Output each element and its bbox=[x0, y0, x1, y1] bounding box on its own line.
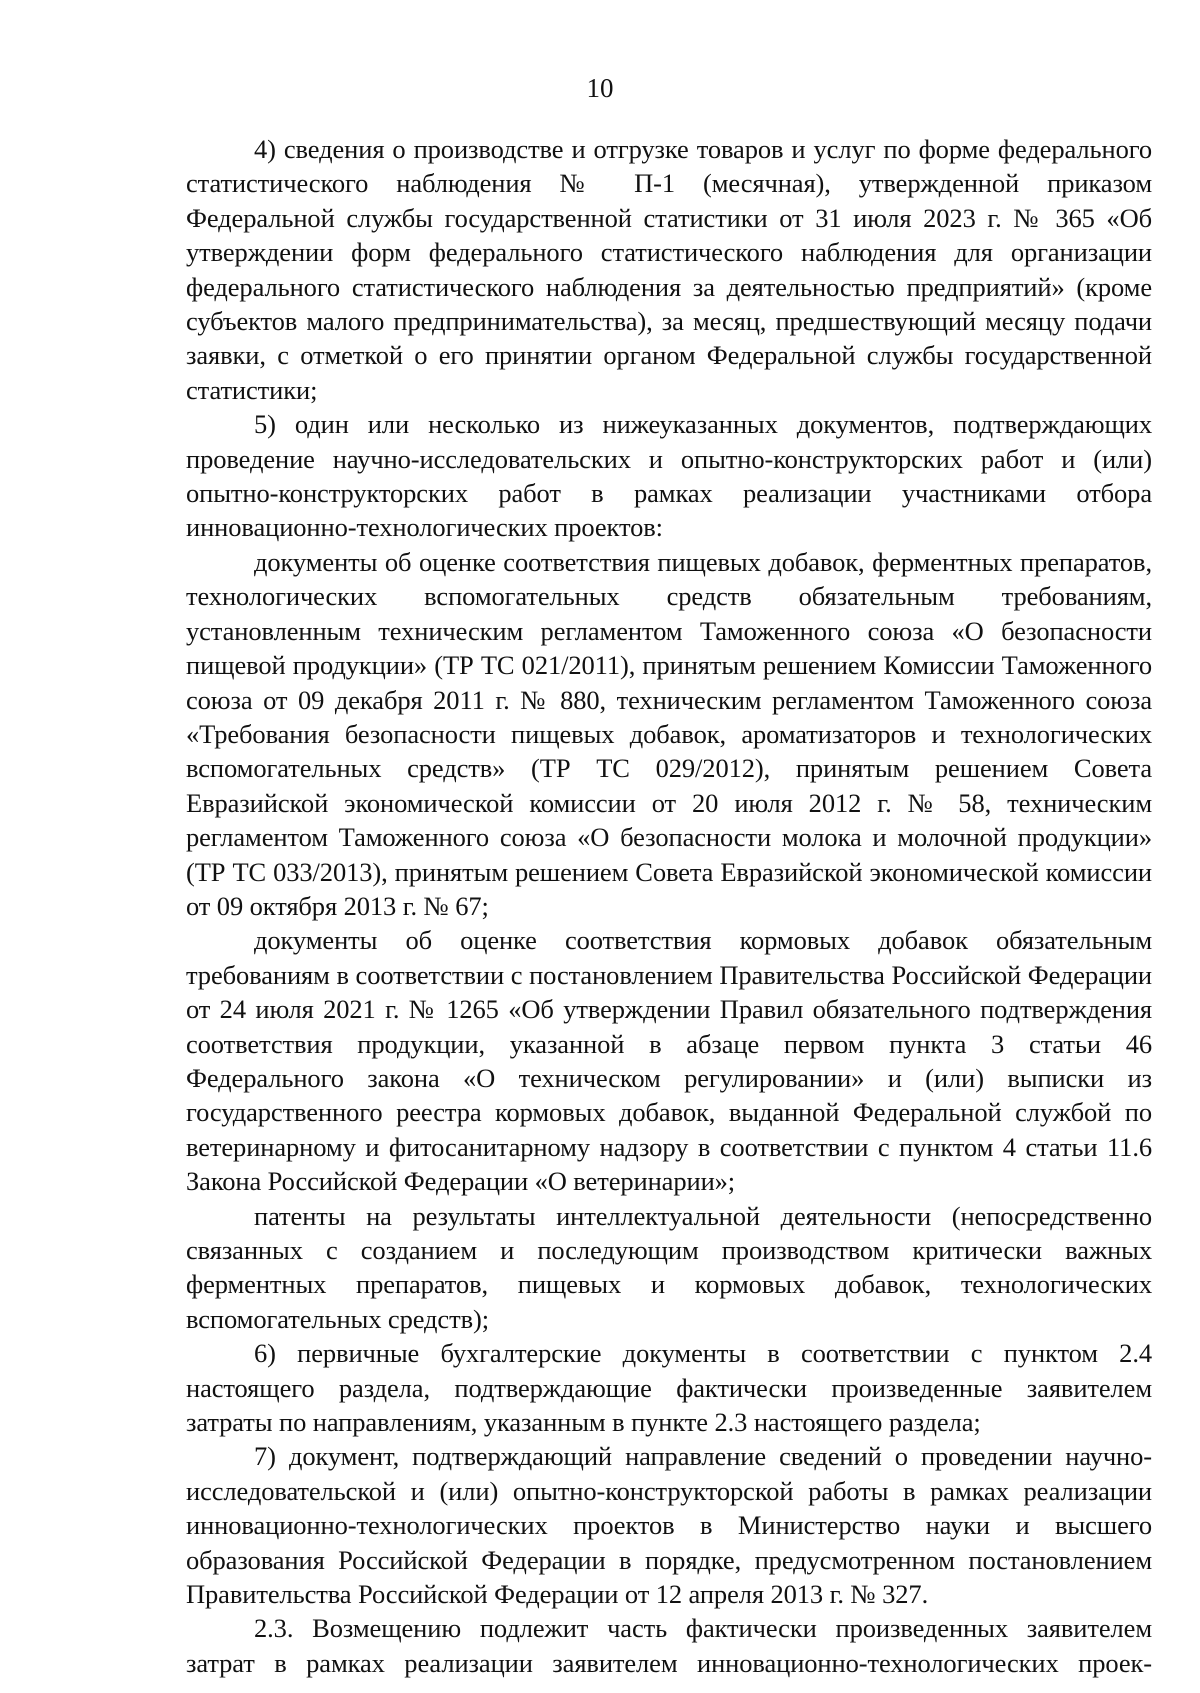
paragraph-section-2-3-reimbursement: 2.3. Возмещению подлежит часть фактически произведенных заявителем затрат в рамках реализации заявителем инновационно-технологических проек- bbox=[186, 1613, 1152, 1678]
document-body bbox=[186, 132, 1152, 1680]
paragraph-item-4-statistics-report: 4) сведения о производстве и отгрузке товаров и услуг по форме федерального статистического наблюдения № П-1 (месячная), утвержденной приказом Федеральной службы государственной статистики от 31 июля 2023 г. № 365 «Об утверждении форм федерального статистического наблюдения для организации федерального статистического наблюдения за деятельностью предприятий» (кроме субъектов малого предпринимательства), за месяц, предшествующий месяцу подачи заявки, с отметкой о его принятии органом Федеральной службы государственной статистики; bbox=[186, 134, 1152, 405]
paragraph-item-7-ministry-notification: 7) документ, подтверждающий направление сведений о проведении научно-исследовательской и (или) опытно-конструкторской работы в рамках реализации инновационно-технологических проектов в Министерство науки и высшего образования Российской Федерации в порядке, предусмотренном постановлением Правительства Российской Федерации от 12 апреля 2013 г. № 327. bbox=[186, 1441, 1152, 1610]
paragraph-patents: патенты на результаты интеллектуальной деятельности (непосредственно связанных с созданием и последующим производством критически важных ферментных препаратов, пищевых и кормовых добавок, технологических вспомогательных средств); bbox=[186, 1200, 1152, 1334]
page-number: 10 bbox=[586, 73, 614, 103]
paragraph-item-6-accounting-documents: 6) первичные бухгалтерские документы в соответствии с пунктом 2.4 настоящего раздела, подтверждающие фактически произведенные заявителем затраты по направлениям, указанным в пункте 2.3 настоящего раздела; bbox=[186, 1338, 1152, 1438]
paragraph-item-5-rnd-documents: 5) один или несколько из нижеуказанных документов, подтверждающих проведение научно-исследовательских и опытно-конструкторских работ и (или) опытно-конструкторских работ в рамках реализации участниками отбора инновационно-технологических проектов: bbox=[186, 409, 1152, 543]
paragraph-food-additives-conformity: документы об оценке соответствия пищевых добавок, ферментных препаратов, технологических вспомогательных средств обязательным требованиям, установленным техническим регламентом Таможенного союза «О безопасности пищевой продукции» (ТР ТС 021/2011), принятым решением Комиссии Таможенного союза от 09 декабря 2011 г. № 880, техническим регламентом Таможенного союза «Требования безопасности пищевых добавок, ароматизаторов и технологических вспомогательных средств» (ТР ТС 029/2012), принятым решением Совета Евразийской экономической комиссии от 20 июля 2012 г. № 58, техническим регламентом Таможенного союза «О безопасности молока и молочной продукции» (ТР ТС 033/2013), принятым решением Совета Евразийской экономической комиссии от 09 октября 2013 г. № 67; bbox=[186, 546, 1152, 921]
paragraph-feed-additives-conformity: документы об оценке соответствия кормовых добавок обязательным требованиям в соответствии с постановлением Правительства Российской Федерации от 24 июля 2021 г. № 1265 «Об утверждении Правил обязательного подтверждения соответствия продукции, указанной в абзаце первом пункта 3 статьи 46 Федерального закона «О техническом регулировании» и (или) выписки из государственного реестра кормовых добавок, выданной Федеральной службой по ветеринарному и фитосанитарному надзору в соответствии с пунктом 4 статьи 11.6 Закона Российской Федерации «О ветеринарии»; bbox=[186, 925, 1152, 1197]
